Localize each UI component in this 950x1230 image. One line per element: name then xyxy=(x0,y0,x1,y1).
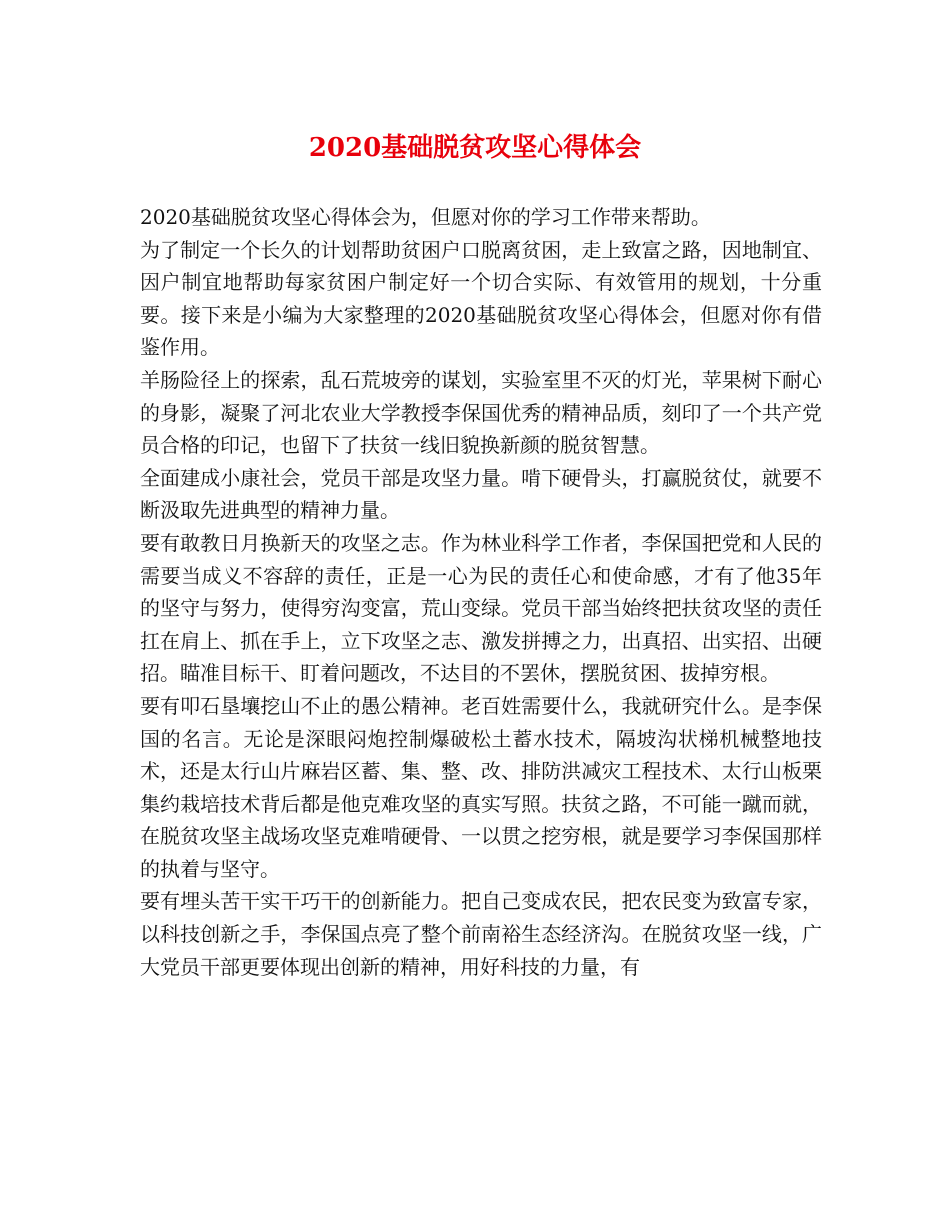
paragraph: 要有叩石垦壤挖山不止的愚公精神。老百姓需要什么，我就研究什么。是李保国的名言。无论是深眼闷炮控制爆破松土蓄水技术，隔坡沟状梯机械整地技术，还是太行山片麻岩区蓄、集、整、改、排防洪减灾工程技术、太行山板栗集约栽培技术背后都是他克难攻坚的真实写照。扶贫之路，不可能一蹴而就，在脱贫攻坚主战场攻坚克难啃硬骨、一以贯之挖穷根，就是要学习李保国那样的执着与坚守。 xyxy=(140,693,822,881)
paragraph: 羊肠险径上的探索，乱石荒坡旁的谋划，实验室里不灭的灯光，苹果树下耐心的身影，凝聚了河北农业大学教授李保国优秀的精神品质，刻印了一个共产党员合格的印记，也留下了扶贫一线旧貌换新颜的脱贫智慧。 xyxy=(140,367,822,458)
paragraph: 要有敢教日月换新天的攻坚之志。作为林业科学工作者，李保国把党和人民的需要当成义不容辞的责任，正是一心为民的责任心和使命感，才有了他35年的坚守与努力，使得穷沟变富，荒山变绿。党员干部当始终把扶贫攻坚的责任扛在肩上、抓在手上，立下攻坚之志、激发拼搏之力，出真招、出实招、出硬招。瞄准目标干、盯着问题改，不达目的不罢休，摆脱贫困、拔掉穷根。 xyxy=(140,530,822,686)
paragraph: 为了制定一个长久的计划帮助贫困户口脱离贫困，走上致富之路，因地制宜、因户制宜地帮助每家贫困户制定好一个切合实际、有效管用的规划，十分重要。接下来是小编为大家整理的2020基础脱贫攻坚心得体会，但愿对你有借鉴作用。 xyxy=(140,237,822,360)
paragraph: 2020基础脱贫攻坚心得体会为，但愿对你的学习工作带来帮助。 xyxy=(140,205,711,229)
paragraph: 要有埋头苦干实干巧干的创新能力。把自己变成农民，把农民变为致富专家，以科技创新之手，李保国点亮了整个前南裕生态经济沟。在脱贫攻坚一线，广大党员干部更要体现出创新的精神，用好科技的力量，有 xyxy=(140,889,822,979)
document-body xyxy=(140,201,822,983)
document-title: 2020基础脱贫攻坚心得体会 xyxy=(308,133,642,163)
paragraph: 全面建成小康社会，党员干部是攻坚力量。啃下硬骨头，打赢脱贫仗，就要不断汲取先进典型的精神力量。 xyxy=(140,465,822,523)
